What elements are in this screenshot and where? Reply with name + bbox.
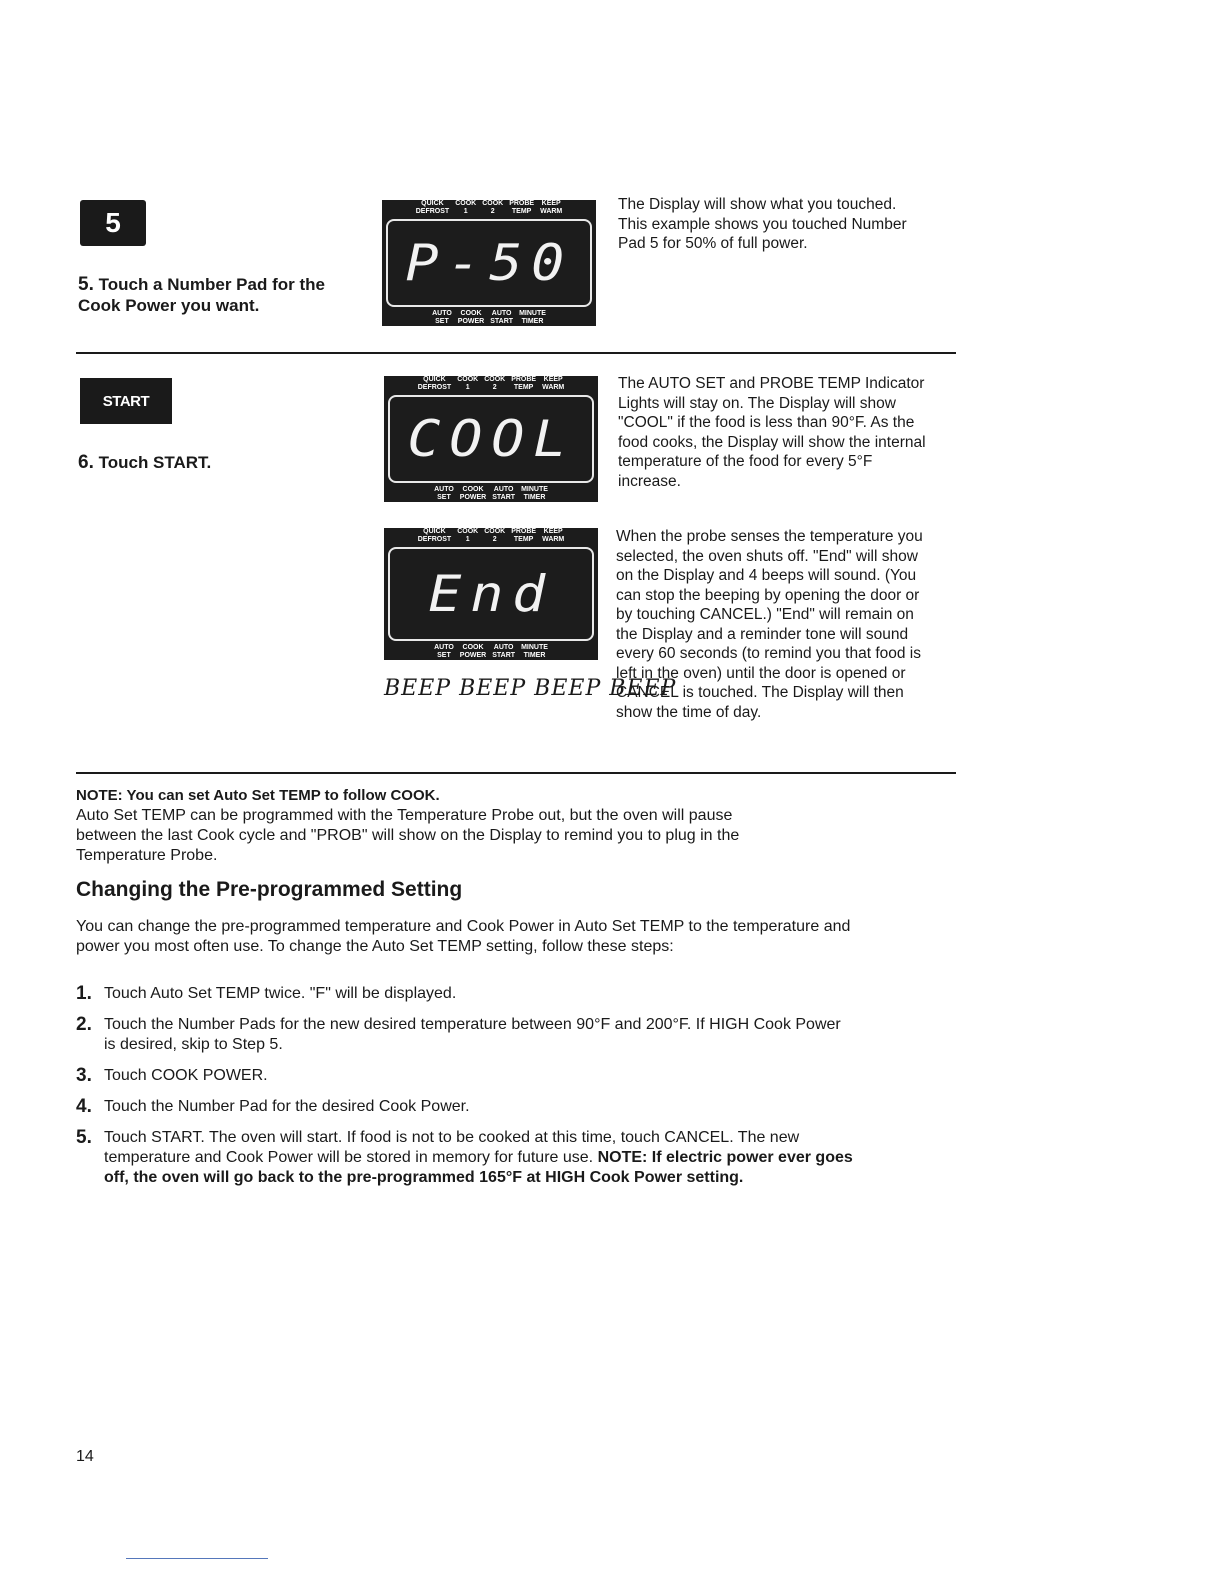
label-cook-2: COOK 2: [484, 528, 506, 543]
panel-top-labels: [384, 528, 598, 544]
label-minute-timer: MINUTE TIMER: [521, 644, 548, 659]
label-auto-start: AUTO START: [492, 486, 516, 501]
label-probe-temp: PROBE TEMP: [511, 528, 537, 543]
display-readout: P-50: [405, 234, 573, 292]
list-item-text: Touch the Number Pad for the desired Cook Power.: [104, 1098, 470, 1115]
list-item-number: 2.: [76, 1014, 92, 1035]
display-screen: [386, 219, 592, 307]
label-keep-warm: KEEP WARM: [542, 376, 565, 391]
label-keep-warm: KEEP WARM: [542, 528, 565, 543]
list-item: [76, 1097, 856, 1117]
step-6-number: 6.: [78, 452, 94, 473]
display-panel-cool: [384, 376, 598, 502]
list-item-text: [104, 1128, 856, 1188]
list-item-text: Touch the Number Pads for the new desired temperature between 90°F and 200°F. If HIGH Cook Power is desired, skip to Step 5.: [104, 1016, 841, 1053]
list-item: [76, 984, 856, 1004]
decorative-line: [126, 1558, 268, 1559]
display-readout: COOL: [407, 410, 575, 468]
display-readout: End: [428, 565, 554, 623]
step-6-description: The AUTO SET and PROBE TEMP Indicator Lights will stay on. The Display will show "COOL" if the food is less than 90°F. As the food cooks, the Display will show the internal temperature of the food for every 5°F increase.: [618, 375, 926, 490]
list-item-note: NOTE: If electric power ever goes off, the oven will go back to the pre-programmed 165°F at HIGH Cook Power setting.: [104, 1149, 853, 1186]
procedure-list: [76, 984, 856, 1199]
label-probe-temp: PROBE TEMP: [509, 200, 535, 215]
step-5-text: Touch a Number Pad for the Cook Power you want.: [78, 275, 325, 315]
divider: [76, 352, 956, 354]
step-5-instruction: [78, 274, 348, 316]
step-5-description: The Display will show what you touched. This example shows you touched Number Pad 5 for 50% of full power.: [618, 196, 907, 252]
list-item: [76, 1015, 856, 1055]
label-cook-power: COOK POWER: [457, 310, 485, 325]
start-key-icon: START: [80, 378, 172, 424]
list-item-number: 3.: [76, 1065, 92, 1086]
label-quick-defrost: QUICK DEFROST: [417, 528, 452, 543]
step-6-instruction: [78, 452, 211, 473]
display-screen: [388, 395, 594, 483]
end-description: When the probe senses the temperature you selected, the oven shuts off. "End" will show on the Display and 4 beeps will sound. (You can stop the beeping by opening the door or by touching CANCEL.) "End" will remain on the Display and a reminder tone will sound every 60 seconds (to remind you that food is left in the oven) until the door is opened or CANCEL is touched. The Display will then show the time of day.: [616, 528, 923, 721]
label-auto-start: AUTO START: [490, 310, 514, 325]
label-auto-start: AUTO START: [492, 644, 516, 659]
panel-bottom-labels: [384, 644, 598, 660]
note-heading: NOTE: You can set Auto Set TEMP to follow COOK.: [76, 787, 440, 804]
display-panel-p50: [382, 200, 596, 326]
note-body: Auto Set TEMP can be programmed with the Temperature Probe out, but the oven will pause between the last Cook cycle and "PROB" will show on the Display to remind you to plug in the Temperature Probe.: [76, 807, 740, 864]
label-minute-timer: MINUTE TIMER: [521, 486, 548, 501]
label-cook-power: COOK POWER: [459, 486, 487, 501]
label-cook-1: COOK 1: [455, 200, 477, 215]
list-item-body: Touch START. The oven will start. If food is not to be cooked at this time, touch CANCEL. The new temperature and Cook Power will be stored in memory for future use.: [104, 1129, 800, 1166]
list-item-number: 5.: [76, 1127, 92, 1148]
label-auto-set: AUTO SET: [434, 486, 454, 501]
label-probe-temp: PROBE TEMP: [511, 376, 537, 391]
step-5-number: 5.: [78, 274, 94, 295]
beep-text: BEEP BEEP BEEP BEEP: [384, 676, 677, 701]
display-screen: [388, 547, 594, 641]
label-cook-2: COOK 2: [482, 200, 504, 215]
step-6-text: Touch START.: [98, 453, 212, 472]
section-intro: You can change the pre-programmed temperature and Cook Power in Auto Set TEMP to the temperature and power you most often use. To change the Auto Set TEMP setting, follow these steps:: [76, 918, 851, 955]
label-cook-1: COOK 1: [457, 376, 479, 391]
list-item-number: 4.: [76, 1096, 92, 1117]
label-minute-timer: MINUTE TIMER: [519, 310, 546, 325]
label-quick-defrost: QUICK DEFROST: [415, 200, 450, 215]
panel-top-labels: [382, 200, 596, 216]
list-item: [76, 1066, 856, 1086]
list-item: [76, 1128, 856, 1188]
display-panel-end: [384, 528, 598, 660]
panel-top-labels: [384, 376, 598, 392]
divider: [76, 772, 956, 774]
label-auto-set: AUTO SET: [434, 644, 454, 659]
label-cook-1: COOK 1: [457, 528, 479, 543]
label-cook-power: COOK POWER: [459, 644, 487, 659]
panel-bottom-labels: [382, 310, 596, 326]
label-keep-warm: KEEP WARM: [540, 200, 563, 215]
label-quick-defrost: QUICK DEFROST: [417, 376, 452, 391]
section-title: Changing the Pre-programmed Setting: [76, 878, 463, 901]
label-auto-set: AUTO SET: [432, 310, 452, 325]
list-item-number: 1.: [76, 983, 92, 1004]
list-item-text: Touch COOK POWER.: [104, 1067, 268, 1084]
list-item-text: Touch Auto Set TEMP twice. "F" will be displayed.: [104, 985, 457, 1002]
number-pad-5-icon: 5: [80, 200, 146, 246]
label-cook-2: COOK 2: [484, 376, 506, 391]
page-number: 14: [76, 1448, 94, 1465]
panel-bottom-labels: [384, 486, 598, 502]
